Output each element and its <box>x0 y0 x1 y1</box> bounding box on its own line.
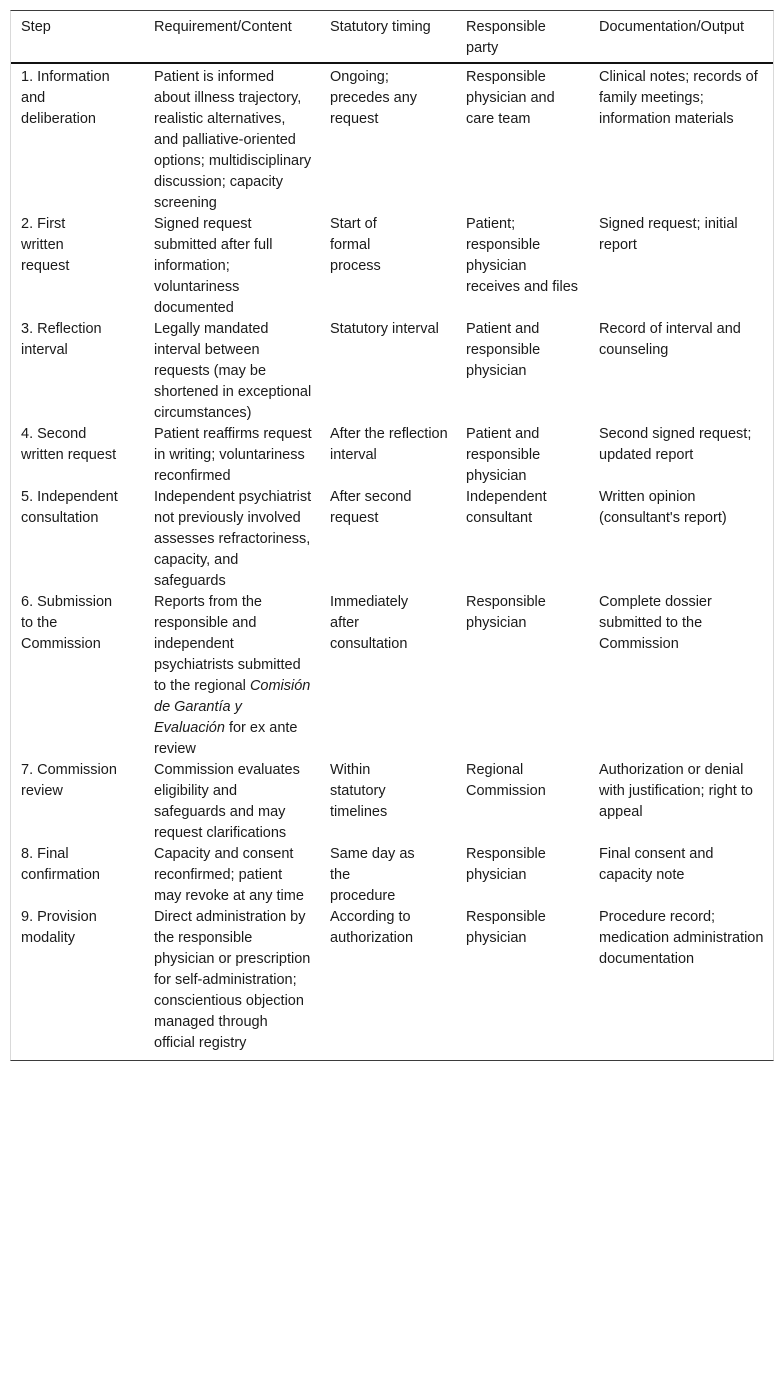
cell-requirement <box>144 592 320 760</box>
cell-requirement: Legally mandated interval between requests (may be shortened in exceptional circumstances) <box>154 321 312 421</box>
cell-timing: After second request <box>330 489 412 526</box>
cell-timing: According to authorization <box>330 909 414 946</box>
cell-party: Regional Commission <box>466 762 546 799</box>
cell-step: 2. First written request <box>21 216 70 274</box>
cell-documentation: Record of interval and counseling <box>599 321 741 358</box>
cell-documentation: Complete dossier submitted to the Commission <box>599 594 712 652</box>
commission-name-italic: Comisión de Garantía y Evaluación <box>154 678 311 736</box>
cell-requirement: Patient is informed about illness trajectory, realistic alternatives, and palliative-oriented options; multidisciplinary discussion; capacity screening <box>154 69 312 211</box>
cell-step: 5. Independent consultation <box>21 489 118 526</box>
table-row <box>11 424 773 487</box>
cell-step: 6. Submission to the Commission <box>21 594 113 652</box>
table-row <box>11 844 773 907</box>
cell-step: 8. Final confirmation <box>21 846 100 883</box>
cell-step: 9. Provision modality <box>21 909 97 946</box>
table-row <box>11 760 773 844</box>
header-step: Step <box>11 11 144 63</box>
table-row <box>11 592 773 760</box>
header-requirement: Requirement/Content <box>144 11 320 63</box>
cell-step: 7. Commission review <box>21 762 117 799</box>
cell-requirement: Commission evaluates eligibility and safeguards and may request clarifications <box>154 762 300 841</box>
cell-requirement: Signed request submitted after full information; voluntariness documented <box>154 216 273 316</box>
cell-documentation: Written opinion (consultant's report) <box>599 489 727 526</box>
cell-party: Independent consultant <box>466 489 547 526</box>
cell-party: Patient and responsible physician <box>466 321 541 379</box>
cell-timing: Statutory interval <box>330 321 439 337</box>
cell-step: 4. Second written request <box>21 426 117 463</box>
cell-documentation: Clinical notes; records of family meetings; information materials <box>599 69 758 127</box>
cell-party: Responsible physician <box>466 846 546 883</box>
cell-party: Patient; responsible physician receives and files <box>466 216 579 295</box>
cell-requirement: Capacity and consent reconfirmed; patient may revoke at any time <box>154 846 304 904</box>
table-row <box>11 214 773 319</box>
cell-timing: Immediately after consultation <box>330 594 409 652</box>
cell-documentation: Signed request; initial report <box>599 216 738 253</box>
procedure-table-container <box>10 10 774 1061</box>
requirement-text-after: for ex ante review <box>154 720 298 757</box>
cell-requirement: Patient reaffirms request in writing; voluntariness reconfirmed <box>154 426 312 484</box>
cell-requirement: Independent psychiatrist not previously involved assesses refractoriness, capacity, and safeguards <box>154 489 312 589</box>
table-row <box>11 907 773 1060</box>
table-body <box>11 63 773 1060</box>
table-row <box>11 319 773 424</box>
cell-documentation: Second signed request; updated report <box>599 426 752 463</box>
cell-timing: Ongoing; precedes any request <box>330 69 418 127</box>
cell-timing: Same day as the procedure <box>330 846 415 904</box>
cell-party: Responsible physician and care team <box>466 69 555 127</box>
header-timing: Statutory timing <box>320 11 456 63</box>
cell-timing: After the reflection interval <box>330 426 448 463</box>
header-documentation: Documentation/Output <box>589 11 773 63</box>
cell-timing: Within statutory timelines <box>330 762 388 820</box>
cell-party: Responsible physician <box>466 594 546 631</box>
cell-documentation: Final consent and capacity note <box>599 846 714 883</box>
cell-timing: Start of formal process <box>330 216 381 274</box>
procedure-table <box>11 11 773 1060</box>
cell-step: 1. Information and deliberation <box>21 69 110 127</box>
table-row <box>11 487 773 592</box>
cell-documentation: Procedure record; medication administration documentation <box>599 909 764 967</box>
cell-step: 3. Reflection interval <box>21 321 102 358</box>
cell-party: Patient and responsible physician <box>466 426 541 484</box>
requirement-text-before: Reports from the responsible and independent psychiatrists submitted to the regional <box>154 594 301 694</box>
header-row <box>11 11 773 63</box>
table-row <box>11 63 773 214</box>
cell-requirement: Direct administration by the responsible physician or prescription for self-administration; conscientious objection managed through official registry <box>154 909 311 1051</box>
cell-documentation: Authorization or denial with justification; right to appeal <box>599 762 753 820</box>
table-header <box>11 11 773 63</box>
cell-party: Responsible physician <box>466 909 546 946</box>
header-party: Responsible party <box>456 11 589 63</box>
